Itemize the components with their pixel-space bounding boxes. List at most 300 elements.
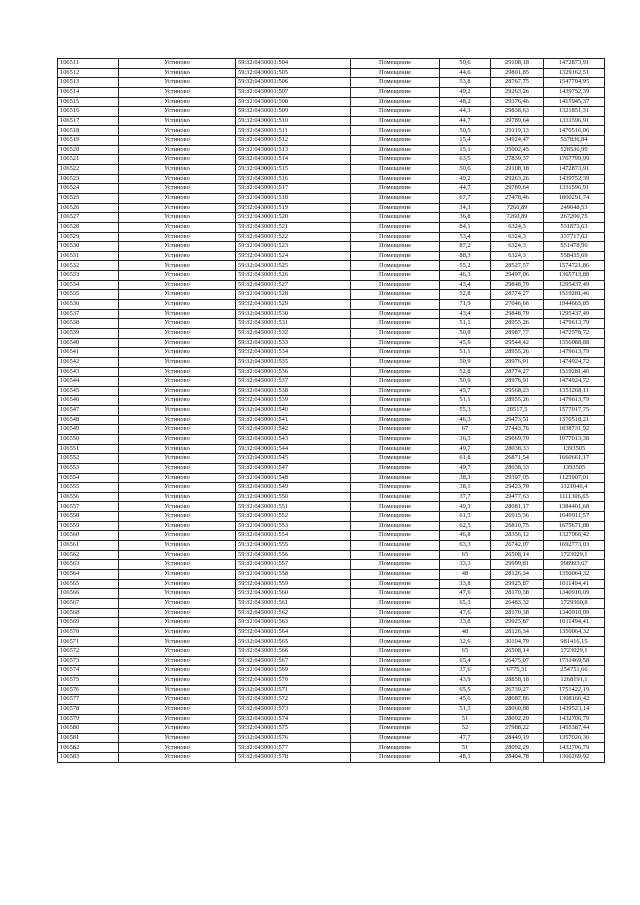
object-type-cell: Помещение: [351, 377, 440, 387]
cadastral-number-cell: 59:32:0430001:520: [236, 213, 351, 223]
cadastral-number-cell: 59:32:0430001:561: [236, 598, 351, 608]
table-row: [58, 560, 605, 570]
object-type-cell: Помещение: [351, 454, 440, 464]
table-row: [58, 743, 605, 753]
cadastral-number-cell: 59:32:0430001:552: [236, 512, 351, 522]
cadastral-value-cell: 1944665,85: [544, 300, 605, 310]
locality-cell: Устиново: [119, 569, 236, 579]
table-row: [58, 502, 605, 512]
table-row: [58, 463, 605, 473]
locality-cell: Устиново: [119, 251, 236, 261]
cadastral-value-cell: 249048,53: [544, 203, 605, 213]
area-cell: 49,7: [440, 463, 491, 473]
object-type-cell: Помещение: [351, 232, 440, 242]
object-type-cell: Помещение: [351, 473, 440, 483]
cadastral-value-cell: 1331596,91: [544, 184, 605, 194]
cadastral-number-cell: 59:32:0430001:545: [236, 454, 351, 464]
unit-price-cell: 28987,77: [491, 328, 544, 338]
object-type-cell: Помещение: [351, 59, 440, 69]
cadastral-value-cell: 1125907,01: [544, 473, 605, 483]
object-type-cell: Помещение: [351, 203, 440, 213]
cadastral-value-cell: 1519281,46: [544, 367, 605, 377]
table-row: [58, 116, 605, 126]
record-id-cell: 106536: [58, 300, 119, 310]
unit-price-cell: 6324,3: [491, 242, 544, 252]
cadastral-number-cell: 59:32:0430001:530: [236, 309, 351, 319]
locality-cell: Устиново: [119, 136, 236, 146]
object-type-cell: Помещение: [351, 666, 440, 676]
area-cell: 61,3: [440, 512, 491, 522]
record-id-cell: 106577: [58, 695, 119, 705]
object-type-cell: Помещение: [351, 251, 440, 261]
table-row: [58, 126, 605, 136]
area-cell: 50,9: [440, 357, 491, 367]
unit-price-cell: 7260,89: [491, 213, 544, 223]
cadastral-value-cell: 1439752,39: [544, 87, 605, 97]
cadastral-number-cell: 59:32:0430001:559: [236, 579, 351, 589]
unit-price-cell: 28955,26: [491, 319, 544, 329]
record-id-cell: 106560: [58, 531, 119, 541]
record-id-cell: 106555: [58, 483, 119, 493]
unit-price-cell: 28060,88: [491, 704, 544, 714]
area-cell: 44,7: [440, 184, 491, 194]
unit-price-cell: 6324,3: [491, 222, 544, 232]
area-cell: 36,8: [440, 213, 491, 223]
cadastral-value-cell: 1295437,49: [544, 280, 605, 290]
table-row: [58, 627, 605, 637]
unit-price-cell: 28092,29: [491, 743, 544, 753]
cadastral-number-cell: 59:32:0430001:547: [236, 463, 351, 473]
record-id-cell: 106542: [58, 357, 119, 367]
object-type-cell: Помещение: [351, 560, 440, 570]
object-type-cell: Помещение: [351, 406, 440, 416]
area-cell: 50,9: [440, 377, 491, 387]
area-cell: 51,1: [440, 319, 491, 329]
object-type-cell: Помещение: [351, 704, 440, 714]
locality-cell: Устиново: [119, 165, 236, 175]
cadastral-number-cell: 59:32:0430001:544: [236, 444, 351, 454]
table-row: [58, 338, 605, 348]
table-row: [58, 184, 605, 194]
unit-price-cell: 28126,34: [491, 569, 544, 579]
locality-cell: Устиново: [119, 637, 236, 647]
locality-cell: Устиново: [119, 724, 236, 734]
cadastral-value-cell: 1751422,19: [544, 685, 605, 695]
locality-cell: Устиново: [119, 743, 236, 753]
record-id-cell: 106580: [58, 724, 119, 734]
table-row: [58, 309, 605, 319]
unit-price-cell: 29848,79: [491, 280, 544, 290]
cadastral-value-cell: 1649911,57: [544, 512, 605, 522]
cadastral-number-cell: 59:32:0430001:519: [236, 203, 351, 213]
table-row: [58, 174, 605, 184]
cadastral-number-cell: 59:32:0430001:549: [236, 483, 351, 493]
area-cell: 49,7: [440, 444, 491, 454]
table-row: [58, 685, 605, 695]
cadastral-value-cell: 1472873,91: [544, 165, 605, 175]
table-row: [58, 608, 605, 618]
area-cell: 36,3: [440, 434, 491, 444]
area-cell: 65,4: [440, 656, 491, 666]
cadastral-number-cell: 59:32:0430001:553: [236, 521, 351, 531]
area-cell: 51: [440, 743, 491, 753]
object-type-cell: Помещение: [351, 618, 440, 628]
area-cell: 37,6: [440, 666, 491, 676]
table-row: [58, 377, 605, 387]
record-id-cell: 106581: [58, 733, 119, 743]
table-row: [58, 280, 605, 290]
cadastral-number-cell: 59:32:0430001:522: [236, 232, 351, 242]
cadastral-number-cell: 59:32:0430001:525: [236, 261, 351, 271]
unit-price-cell: 28767,75: [491, 78, 544, 88]
object-type-cell: Помещение: [351, 598, 440, 608]
cadastral-value-cell: 1327066,42: [544, 531, 605, 541]
locality-cell: Устиново: [119, 319, 236, 329]
record-id-cell: 106558: [58, 512, 119, 522]
object-type-cell: Помещение: [351, 116, 440, 126]
unit-price-cell: 26871,54: [491, 454, 544, 464]
locality-cell: Устиново: [119, 174, 236, 184]
cadastral-value-cell: 1384401,68: [544, 502, 605, 512]
object-type-cell: Помещение: [351, 608, 440, 618]
locality-cell: Устиново: [119, 512, 236, 522]
record-id-cell: 106514: [58, 87, 119, 97]
record-id-cell: 106543: [58, 367, 119, 377]
cadastral-number-cell: 59:32:0430001:506: [236, 78, 351, 88]
record-id-cell: 106570: [58, 627, 119, 637]
cadastral-number-cell: 59:32:0430001:572: [236, 695, 351, 705]
table-row: [58, 386, 605, 396]
unit-price-cell: 29848,79: [491, 309, 544, 319]
table-row: [58, 531, 605, 541]
record-id-cell: 106518: [58, 126, 119, 136]
table-row: [58, 724, 605, 734]
table-row: [58, 222, 605, 232]
cadastral-value-cell: 337717,62: [544, 232, 605, 242]
table-row: [58, 512, 605, 522]
unit-price-cell: 29376,46: [491, 97, 544, 107]
record-id-cell: 106582: [58, 743, 119, 753]
object-type-cell: Помещение: [351, 261, 440, 271]
locality-cell: Устиново: [119, 59, 236, 69]
locality-cell: Устиново: [119, 386, 236, 396]
record-id-cell: 106531: [58, 251, 119, 261]
area-cell: 45,9: [440, 338, 491, 348]
cadastral-number-cell: 59:32:0430001:539: [236, 396, 351, 406]
locality-cell: Устиново: [119, 550, 236, 560]
area-cell: 53,4: [440, 232, 491, 242]
object-type-cell: Помещение: [351, 733, 440, 743]
record-id-cell: 106525: [58, 193, 119, 203]
cadastral-number-cell: 59:32:0430001:527: [236, 280, 351, 290]
cadastral-number-cell: 59:32:0430001:574: [236, 714, 351, 724]
locality-cell: Устиново: [119, 116, 236, 126]
table-row: [58, 232, 605, 242]
area-cell: 43,4: [440, 309, 491, 319]
record-id-cell: 106540: [58, 338, 119, 348]
locality-cell: Устиново: [119, 357, 236, 367]
cadastral-value-cell: 1474924,72: [544, 357, 605, 367]
cadastral-number-cell: 59:32:0430001:535: [236, 357, 351, 367]
cadastral-value-cell: 1432706,79: [544, 714, 605, 724]
unit-price-cell: 26508,14: [491, 647, 544, 657]
record-id-cell: 106554: [58, 473, 119, 483]
object-type-cell: Помещение: [351, 97, 440, 107]
object-type-cell: Помещение: [351, 328, 440, 338]
cadastral-value-cell: 267200,75: [544, 213, 605, 223]
table-row: [58, 145, 605, 155]
record-id-cell: 106575: [58, 676, 119, 686]
cadastral-value-cell: 531873,63: [544, 222, 605, 232]
area-cell: 52,8: [440, 367, 491, 377]
record-id-cell: 106550: [58, 434, 119, 444]
unit-price-cell: 29925,87: [491, 579, 544, 589]
area-cell: 67: [440, 425, 491, 435]
cadastral-number-cell: 59:32:0430001:557: [236, 560, 351, 570]
record-id-cell: 106538: [58, 319, 119, 329]
locality-cell: Устиново: [119, 454, 236, 464]
area-cell: 33,3: [440, 560, 491, 570]
cadastral-number-cell: 59:32:0430001:505: [236, 68, 351, 78]
area-cell: 45,7: [440, 386, 491, 396]
record-id-cell: 106520: [58, 145, 119, 155]
cadastral-number-cell: 59:32:0430001:537: [236, 377, 351, 387]
cadastral-value-cell: 1351268,11: [544, 386, 605, 396]
area-cell: 48,1: [440, 753, 491, 763]
locality-cell: Устиново: [119, 656, 236, 666]
cadastral-number-cell: 59:32:0430001:515: [236, 165, 351, 175]
cadastral-value-cell: 1357026,36: [544, 733, 605, 743]
locality-cell: Устиново: [119, 425, 236, 435]
record-id-cell: 106546: [58, 396, 119, 406]
cadastral-value-cell: 1350064,32: [544, 627, 605, 637]
table-row: [58, 733, 605, 743]
object-type-cell: Помещение: [351, 434, 440, 444]
unit-price-cell: 28038,33: [491, 463, 544, 473]
area-cell: 33,8: [440, 579, 491, 589]
record-id-cell: 106563: [58, 560, 119, 570]
area-cell: 84,1: [440, 222, 491, 232]
cadastral-value-cell: 1519281,46: [544, 290, 605, 300]
area-cell: 46,3: [440, 415, 491, 425]
area-cell: 53,8: [440, 78, 491, 88]
record-id-cell: 106530: [58, 242, 119, 252]
record-id-cell: 106574: [58, 666, 119, 676]
cadastral-value-cell: 1356088,88: [544, 338, 605, 348]
cadastral-value-cell: 1472873,91: [544, 59, 605, 69]
object-type-cell: Помещение: [351, 415, 440, 425]
object-type-cell: Помещение: [351, 155, 440, 165]
area-cell: 65: [440, 647, 491, 657]
record-id-cell: 106515: [58, 97, 119, 107]
area-cell: 49,2: [440, 174, 491, 184]
locality-cell: Устиново: [119, 685, 236, 695]
cadastral-number-cell: 59:32:0430001:538: [236, 386, 351, 396]
object-type-cell: Помещение: [351, 87, 440, 97]
cadastral-value-cell: 1574721,86: [544, 261, 605, 271]
locality-cell: Устиново: [119, 87, 236, 97]
object-type-cell: Помещение: [351, 165, 440, 175]
locality-cell: Устиново: [119, 68, 236, 78]
object-type-cell: Помещение: [351, 463, 440, 473]
cadastral-number-cell: 59:32:0430001:504: [236, 59, 351, 69]
locality-cell: Устиново: [119, 155, 236, 165]
object-type-cell: Помещение: [351, 425, 440, 435]
unit-price-cell: 28126,34: [491, 627, 544, 637]
unit-price-cell: 28356,12: [491, 531, 544, 541]
cadastral-number-cell: 59:32:0430001:576: [236, 733, 351, 743]
cadastral-value-cell: 1767799,99: [544, 155, 605, 165]
unit-price-cell: 28038,33: [491, 444, 544, 454]
area-cell: 50,8: [440, 328, 491, 338]
cadastral-value-cell: 1111306,65: [544, 492, 605, 502]
object-type-cell: Помещение: [351, 193, 440, 203]
area-cell: 48: [440, 569, 491, 579]
unit-price-cell: 29108,18: [491, 59, 544, 69]
record-id-cell: 106572: [58, 647, 119, 657]
locality-cell: Устиново: [119, 309, 236, 319]
unit-price-cell: 28858,18: [491, 676, 544, 686]
record-id-cell: 106511: [58, 59, 119, 69]
object-type-cell: Помещение: [351, 695, 440, 705]
cadastral-value-cell: 1547704,95: [544, 78, 605, 88]
cadastral-value-cell: 1455387,44: [544, 724, 605, 734]
locality-cell: Устиново: [119, 222, 236, 232]
record-id-cell: 106521: [58, 155, 119, 165]
cadastral-value-cell: 537836,84: [544, 136, 605, 146]
cadastral-number-cell: 59:32:0430001:558: [236, 569, 351, 579]
object-type-cell: Помещение: [351, 550, 440, 560]
table-row: [58, 319, 605, 329]
object-type-cell: Помещение: [351, 589, 440, 599]
unit-price-cell: 28404,78: [491, 753, 544, 763]
table-row: [58, 521, 605, 531]
unit-price-cell: 26915,36: [491, 512, 544, 522]
table-row: [58, 753, 605, 763]
cadastral-number-cell: 59:32:0430001:514: [236, 155, 351, 165]
cadastral-value-cell: 1723029,1: [544, 647, 605, 657]
table-row: [58, 647, 605, 657]
cadastral-number-cell: 59:32:0430001:528: [236, 290, 351, 300]
locality-cell: Устиново: [119, 300, 236, 310]
cadastral-value-cell: 1393505: [544, 463, 605, 473]
unit-price-cell: 29789,64: [491, 116, 544, 126]
area-cell: 51,1: [440, 396, 491, 406]
unit-price-cell: 6324,3: [491, 251, 544, 261]
locality-cell: Устиново: [119, 492, 236, 502]
cadastral-number-cell: 59:32:0430001:556: [236, 550, 351, 560]
locality-cell: Устиново: [119, 753, 236, 763]
cadastral-value-cell: 1692773,03: [544, 541, 605, 551]
cadastral-value-cell: 1479613,79: [544, 396, 605, 406]
locality-cell: Устиново: [119, 377, 236, 387]
unit-price-cell: 27839,37: [491, 155, 544, 165]
object-type-cell: Помещение: [351, 68, 440, 78]
cadastral-number-cell: 59:32:0430001:542: [236, 425, 351, 435]
locality-cell: Устиново: [119, 97, 236, 107]
locality-cell: Устиново: [119, 126, 236, 136]
locality-cell: Устиново: [119, 145, 236, 155]
unit-price-cell: 28449,19: [491, 733, 544, 743]
unit-price-cell: 28170,38: [491, 589, 544, 599]
cadastral-number-cell: 59:32:0430001:517: [236, 184, 351, 194]
area-cell: 61,8: [440, 454, 491, 464]
cadastral-value-cell: 1393505: [544, 444, 605, 454]
table-row: [58, 434, 605, 444]
record-id-cell: 106578: [58, 704, 119, 714]
record-id-cell: 106529: [58, 232, 119, 242]
unit-price-cell: 29669,79: [491, 434, 544, 444]
cadastral-value-cell: 551478,96: [544, 242, 605, 252]
cadastral-value-cell: 528536,99: [544, 145, 605, 155]
cadastral-number-cell: 59:32:0430001:534: [236, 348, 351, 358]
table-row: [58, 483, 605, 493]
table-row: [58, 666, 605, 676]
locality-cell: Устиново: [119, 676, 236, 686]
area-cell: 71,9: [440, 300, 491, 310]
unit-price-cell: 27478,46: [491, 193, 544, 203]
cadastral-number-cell: 59:32:0430001:543: [236, 434, 351, 444]
object-type-cell: Помещение: [351, 647, 440, 657]
object-type-cell: Помещение: [351, 271, 440, 281]
unit-price-cell: 29263,26: [491, 174, 544, 184]
object-type-cell: Помещение: [351, 213, 440, 223]
cadastral-number-cell: 59:32:0430001:570: [236, 676, 351, 686]
unit-price-cell: 28687,86: [491, 695, 544, 705]
object-type-cell: Помещение: [351, 338, 440, 348]
locality-cell: Устиново: [119, 733, 236, 743]
cadastral-number-cell: 59:32:0430001:507: [236, 87, 351, 97]
record-id-cell: 106513: [58, 78, 119, 88]
cadastral-value-cell: 1474924,72: [544, 377, 605, 387]
area-cell: 47,6: [440, 589, 491, 599]
table-row: [58, 396, 605, 406]
table-row: [58, 656, 605, 666]
locality-cell: Устиново: [119, 338, 236, 348]
unit-price-cell: 29497,06: [491, 271, 544, 281]
object-type-cell: Помещение: [351, 512, 440, 522]
locality-cell: Устиново: [119, 521, 236, 531]
area-cell: 51,3: [440, 704, 491, 714]
object-type-cell: Помещение: [351, 107, 440, 117]
unit-price-cell: 28081,17: [491, 502, 544, 512]
area-cell: 50,5: [440, 126, 491, 136]
area-cell: 88,3: [440, 251, 491, 261]
record-id-cell: 106545: [58, 386, 119, 396]
object-type-cell: Помещение: [351, 627, 440, 637]
table-row: [58, 367, 605, 377]
table-row: [58, 59, 605, 69]
unit-price-cell: 26739,27: [491, 685, 544, 695]
unit-price-cell: 29838,63: [491, 107, 544, 117]
table-row: [58, 704, 605, 714]
record-id-cell: 106523: [58, 174, 119, 184]
area-cell: 63,5: [440, 155, 491, 165]
unit-price-cell: 28517,5: [491, 406, 544, 416]
record-id-cell: 106569: [58, 618, 119, 628]
unit-price-cell: 28976,91: [491, 377, 544, 387]
area-cell: 44,7: [440, 116, 491, 126]
object-type-cell: Помещение: [351, 483, 440, 493]
record-id-cell: 106535: [58, 290, 119, 300]
cadastral-number-cell: 59:32:0430001:511: [236, 126, 351, 136]
object-type-cell: Помещение: [351, 743, 440, 753]
table-row: [58, 348, 605, 358]
record-id-cell: 106524: [58, 184, 119, 194]
table-row: [58, 550, 605, 560]
area-cell: 49,2: [440, 87, 491, 97]
cadastral-number-cell: 59:32:0430001:573: [236, 704, 351, 714]
